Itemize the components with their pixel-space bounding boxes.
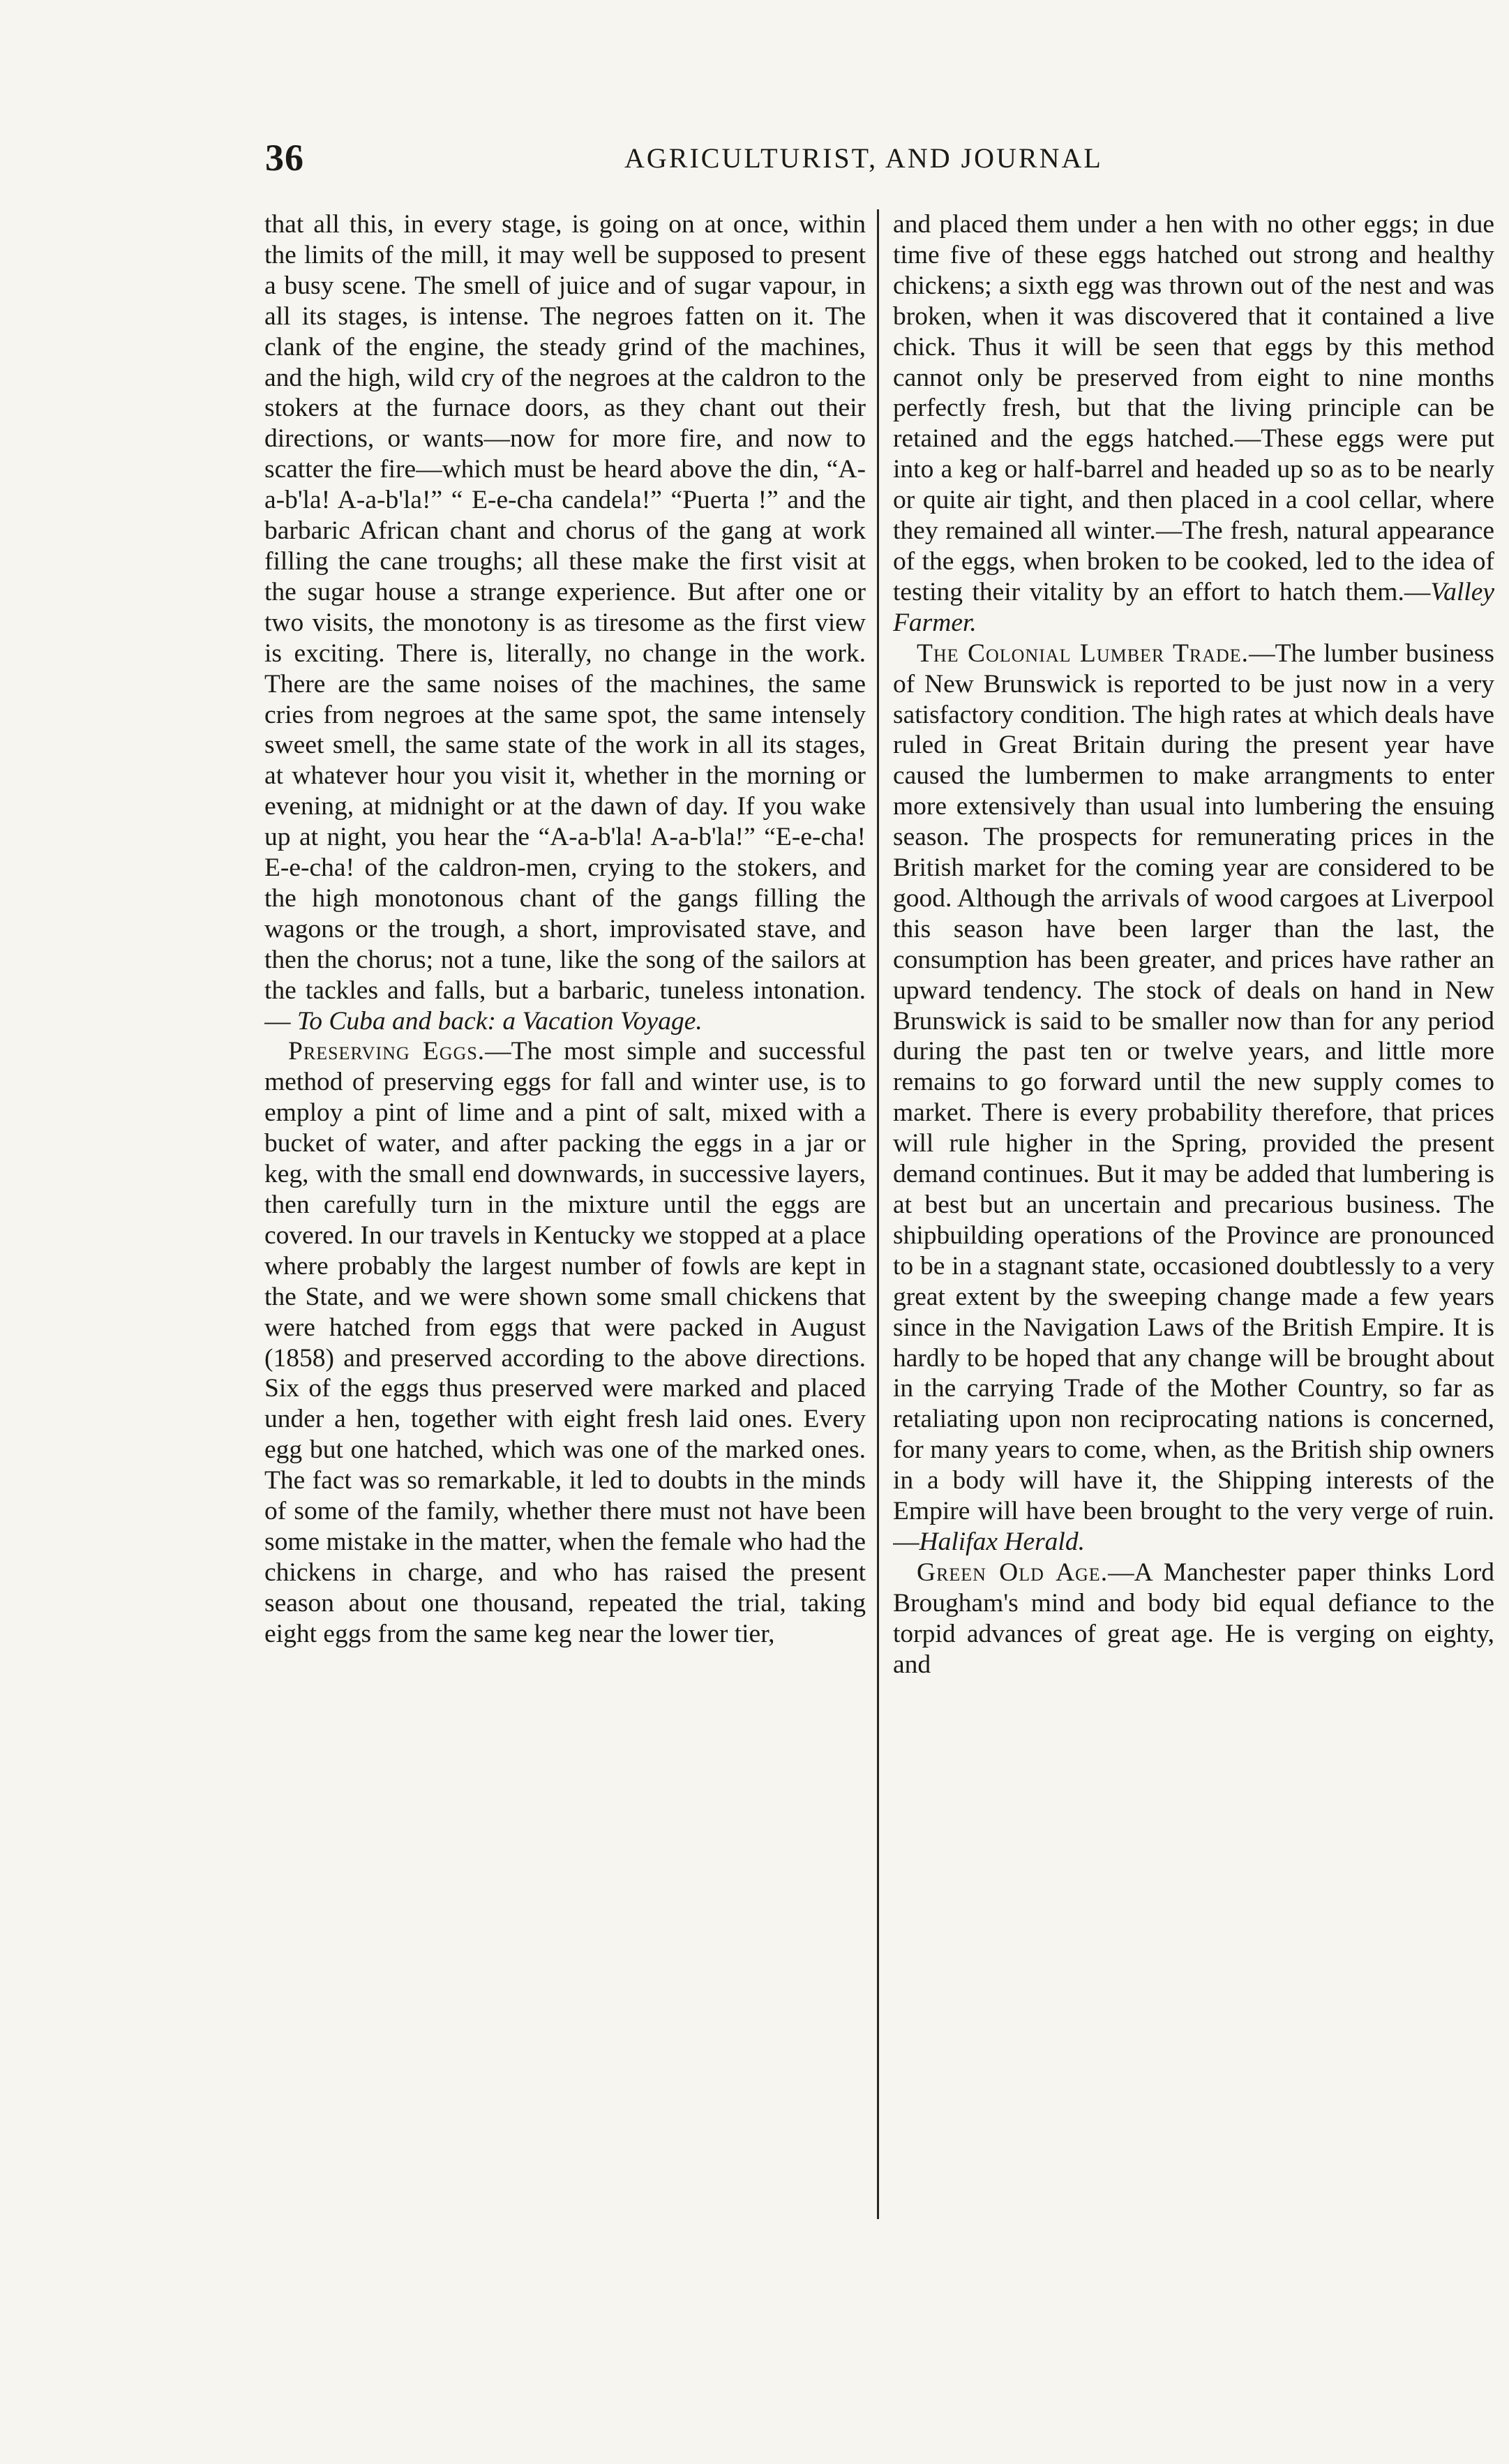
eggs-article-continued-body: and placed them under a hen with no other eggs; in due time five of these eggs hatched out strong and healthy chickens; a sixth egg was thrown out of the nest and was broken, when it was discovered that it contained a live chick. Thus it will be seen that eggs by this method cannot only be preserved from eight to nine months perfectly fresh, but that the living principle can be retained and the eggs hatched.—These eggs were put into a keg or half-barrel and headed up so as to be nearly or quite air tight, and then placed in a cool cellar, where they remained all winter.—The fresh, natural appearance of the eggs, when broken to be cooked, led to the idea of testing their vitality by an effort to hatch them.— — [893, 210, 1494, 606]
eggs-article-continued — [893, 209, 1494, 639]
green-old-age-heading: Green Old Age. — [917, 1558, 1109, 1587]
lumber-trade-heading: The Colonial Lumber Trade. — [917, 639, 1249, 668]
page-number: 36 — [265, 137, 304, 179]
page-header — [265, 136, 1493, 185]
green-old-age-body: —A Manchester paper thinks Lord Brougham's mind and body bid equal defiance to the torpid advances of great age. He is verging on eighty, and — [893, 1558, 1494, 1679]
lumber-trade-article — [893, 639, 1494, 1558]
column-divider — [877, 209, 879, 2219]
running-head: AGRICULTURIST, AND JOURNAL — [624, 142, 1103, 174]
lumber-trade-body: —The lumber business of New Brunswick is reported to be just now in a very satisfactory condition. The high rates at which deals have ruled in Great Britain during the present year have caused the lumbermen to make arrangments to enter more extensively than usual into lumbering the ensuing season. The prospects for remunerating prices in the British market for the coming year are considered to be good. Although the arrivals of wood cargoes at Liverpool this season have been larger than the last, the consumption has been greater, and prices have rather an upward tendency. The stock of deals on hand in New Brunswick is said to be smaller now than for any period during the past ten or twelve years, and little more remains to go forward until the new supply comes to market. There is every probability therefore, that prices will rule higher in the Spring, provided the present demand continues. But it may be added that lumbering is at best but an uncertain and precarious business. The shipbuilding operations of the Province are pronounced to be in a stagnant state, occasioned doubtlessly to a very great extent by the sweeping change made a few years since in the Navigation Laws of the British Empire. It is hardly to be hoped that any change will be brought about in the carrying Trade of the Mother Country, so far as retaliating upon non reciprocating nations is concerned, for many years to come, when, as the British ship owners in a body will have it, the Shipping interests of the Empire will have been brought to the very verge of ruin.— — [893, 639, 1494, 1556]
preserving-eggs-heading: Preserving Eggs. — [288, 1037, 486, 1066]
cuba-article-body: that all this, in every stage, is going on at once, within the limits of the mill, it may well be supposed to present a busy scene. The smell of juice and of sugar vapour, in all its stages, is intense. The negroes fatten on it. The clank of the engine, the steady grind of the machines, and the high, wild cry of the negroes at the caldron to the stokers at the furnace doors, as they chant out their directions, or wants—now for more fire, and now to scatter the fire—which must be heard above the din, “A-a-b'la! A-a-b'la!” “ E-e-cha candela!” “Puerta !” and the barbaric African chant and chorus of the gang at work filling the cane troughs; all these make the first visit at the sugar house a strange experience. But after one or two visits, the monotony is as tiresome as the first view is exciting. There is, literally, no change in the work. There are the same noises of the machines, the same cries from negroes at the same spot, the same intensely sweet smell, the same state of the work in all its stages, at whatever hour you visit it, whether in the morning or evening, at midnight or at the dawn of day. If you wake up at night, you hear the “A-a-b'la! A-a-b'la!” “E-e-cha! E-e-cha! of the caldron-men, crying to the stokers, and the high monotonous chant of the gangs filling the wagons or the trough, a short, improvisated stave, and then the chorus; not a tune, like the song of the sailors at the tackles and falls, but a barbaric, tuneless intonation.— — [264, 210, 866, 1036]
cuba-article-text — [264, 209, 866, 1036]
cuba-article-source: To Cuba and back: a Vacation Voyage. — [296, 1006, 703, 1036]
left-column — [264, 209, 866, 2247]
green-old-age-article — [893, 1558, 1494, 1680]
right-column — [893, 209, 1494, 2247]
preserving-eggs-article — [264, 1036, 866, 1649]
lumber-trade-source: Halifax Herald. — [919, 1527, 1085, 1556]
eggs-article-source: Valley Farmer. — [893, 577, 1494, 637]
preserving-eggs-body: —The most simple and successful method of preserving eggs for fall and winter use, is to employ a pint of lime and a pint of salt, mixed with a bucket of water, and after packing the eggs in a jar or keg, with the small end downwards, in successive layers, then carefully turn in the mixture until the eggs are covered. In our travels in Kentucky we stopped at a place where probably the largest number of fowls are kept in the State, and we were shown some small chickens that were hatched from eggs that were packed in August (1858) and preserved according to the above directions. Six of the eggs thus preserved were marked and placed under a hen, together with eight fresh laid ones. Every egg but one hatched, which was one of the marked ones. The fact was so remarkable, it led to doubts in the minds of some of the family, whether there must not have been some mistake in the matter, when the female who had the chickens in charge, and who has raised the present season about one thousand, repeated the trial, taking eight eggs from the same keg near the lower tier, — [264, 1037, 866, 1648]
